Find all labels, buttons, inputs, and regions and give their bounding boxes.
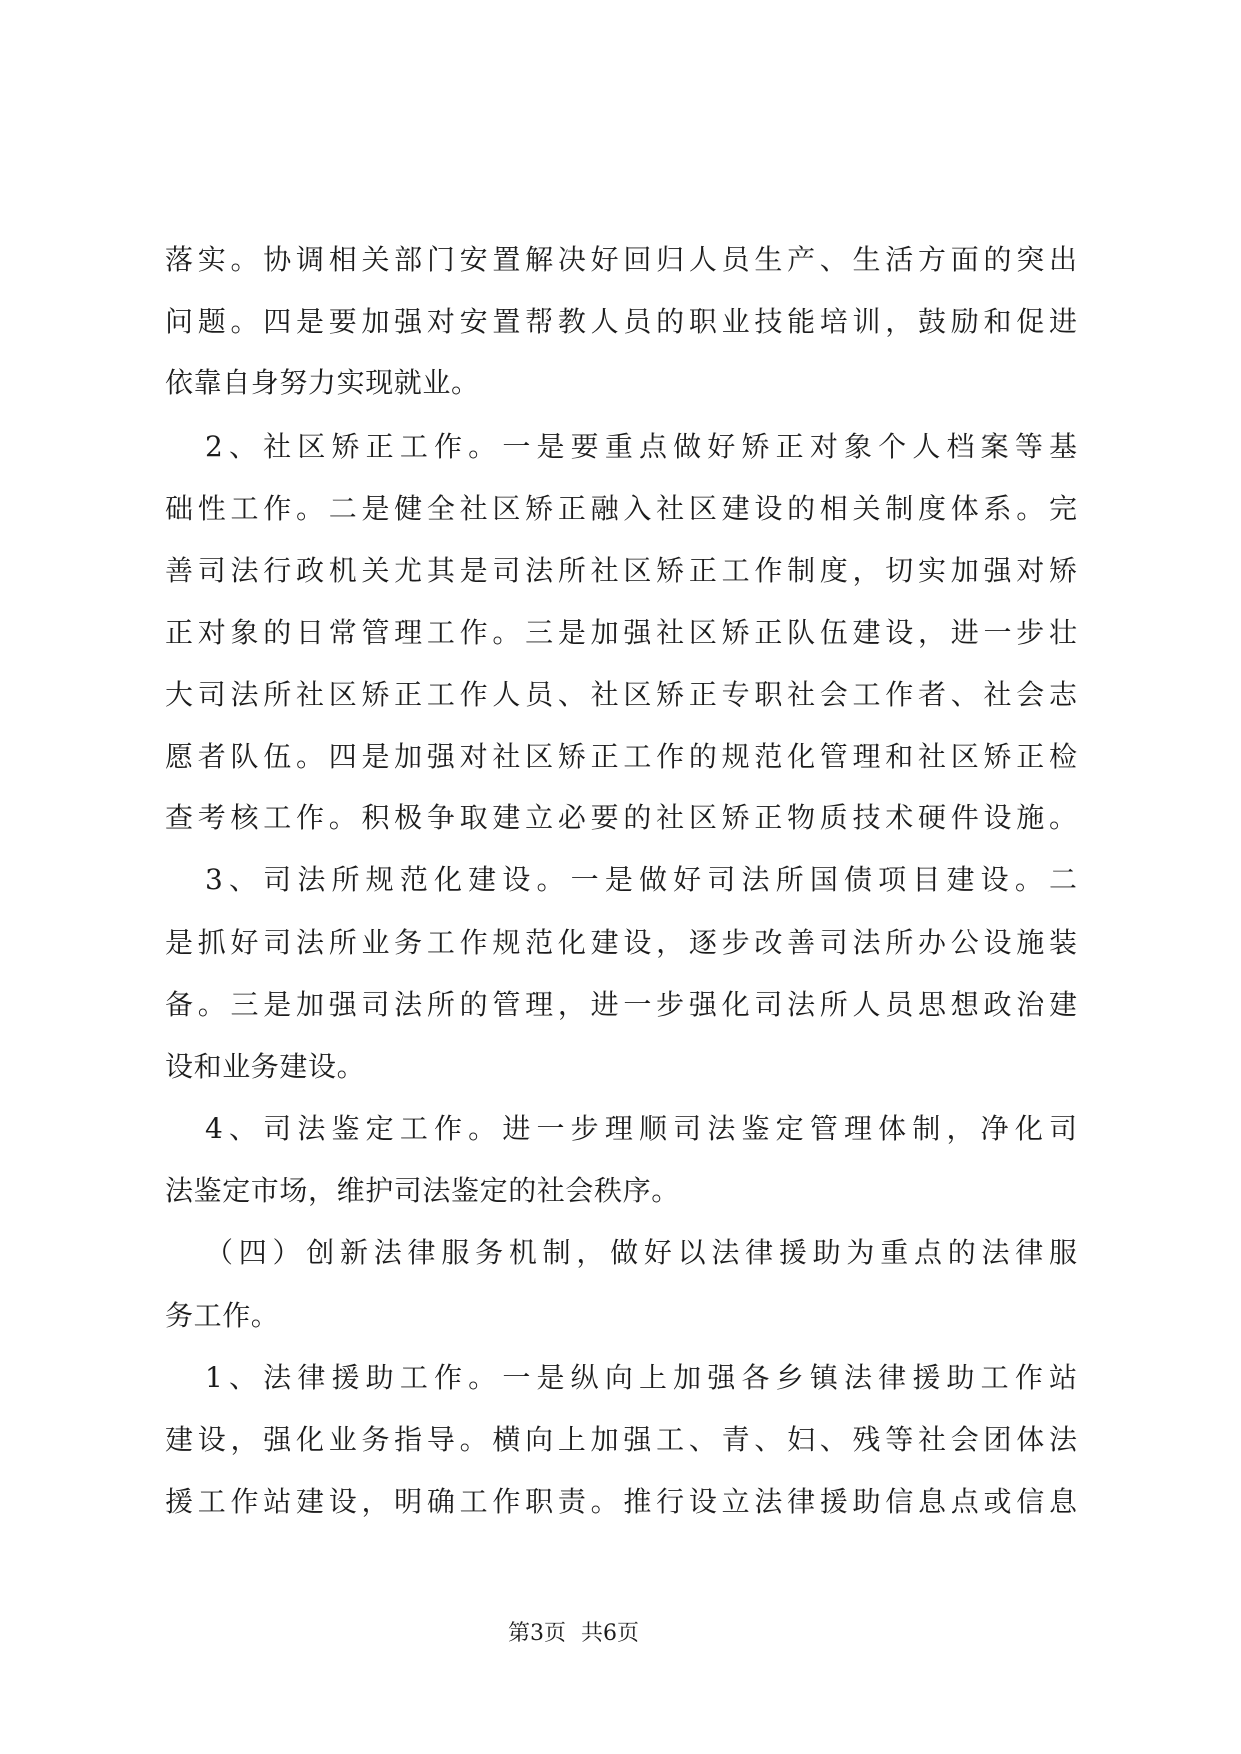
text-line: 设和业务建设。: [165, 1050, 366, 1083]
text-line: 问题。四是要加强对安置帮教人员的职业技能培训，鼓励和促进: [165, 305, 1077, 338]
text-line: 4、司法鉴定工作。进一步理顺司法鉴定管理体制，净化司: [205, 1112, 1077, 1145]
text-line: 2、社区矫正工作。一是要重点做好矫正对象个人档案等基: [205, 430, 1077, 463]
text-line: 愿者队伍。四是加强对社区矫正工作的规范化管理和社区矫正检: [165, 740, 1077, 773]
section-heading-line: 务工作。: [165, 1299, 280, 1332]
section-heading-line: （四）创新法律服务机制，做好以法律援助为重点的法律服: [205, 1236, 1077, 1269]
text-line: 援工作站建设，明确工作职责。推行设立法律援助信息点或信息: [165, 1485, 1077, 1518]
text-line: 落实。协调相关部门安置解决好回归人员生产、生活方面的突出: [165, 243, 1077, 276]
page-number-footer: 第3页 共6页: [508, 1621, 639, 1646]
text-line: 依靠自身努力实现就业。: [165, 366, 480, 399]
text-line: 大司法所社区矫正工作人员、社区矫正专职社会工作者、社会志: [165, 678, 1077, 711]
text-line: 1、法律援助工作。一是纵向上加强各乡镇法律援助工作站: [205, 1361, 1077, 1394]
text-line: 建设，强化业务指导。横向上加强工、青、妇、残等社会团体法: [165, 1423, 1077, 1456]
text-line: 是抓好司法所业务工作规范化建设，逐步改善司法所办公设施装: [165, 926, 1077, 959]
text-line: 善司法行政机关尤其是司法所社区矫正工作制度，切实加强对矫: [165, 554, 1077, 587]
text-line: 正对象的日常管理工作。三是加强社区矫正队伍建设，进一步壮: [165, 616, 1077, 649]
text-line: 3、司法所规范化建设。一是做好司法所国债项目建设。二: [205, 863, 1077, 896]
text-line: 法鉴定市场，维护司法鉴定的社会秩序。: [165, 1174, 680, 1207]
text-line: 备。三是加强司法所的管理，进一步强化司法所人员思想政治建: [165, 988, 1077, 1021]
text-line: 础性工作。二是健全社区矫正融入社区建设的相关制度体系。完: [165, 492, 1077, 525]
text-line: 查考核工作。积极争取建立必要的社区矫正物质技术硬件设施。: [165, 801, 1077, 834]
